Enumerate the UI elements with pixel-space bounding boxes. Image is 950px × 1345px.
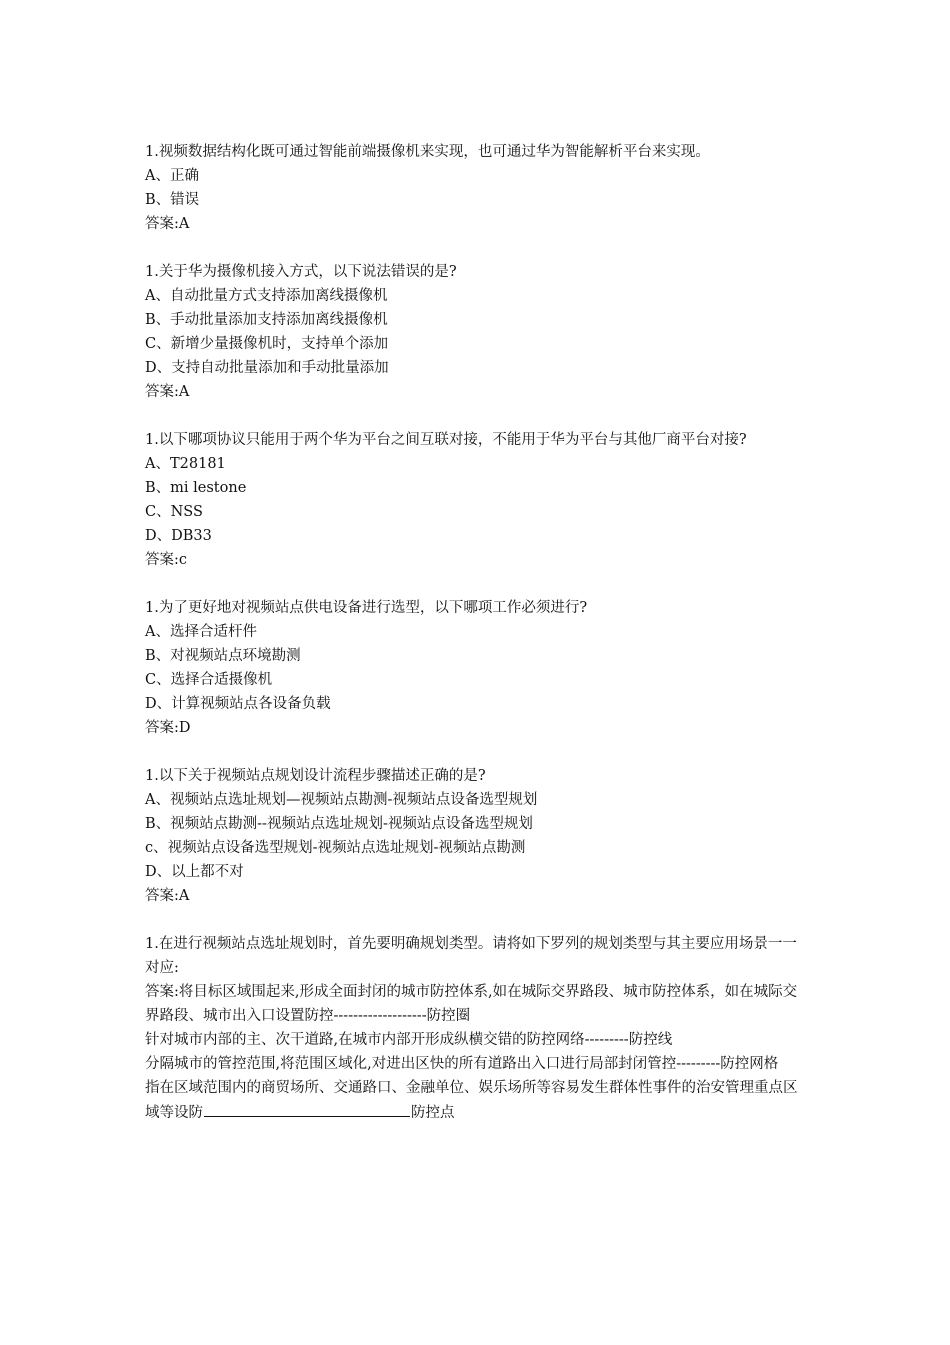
answer-line: 分隔城市的管控范围,将范围区域化,对进出区快的所有道路出入口进行局部封闭管控---------防控网格: [145, 1056, 779, 1072]
answer-line: 针对城市内部的主、次干道路,在城市内部开形成纵横交错的防控网络---------防控线: [145, 1032, 673, 1048]
option-c: c、视频站点设备选型规划-视频站点选址规划-视频站点勘测: [145, 840, 526, 856]
answer-line: 答案:A: [145, 384, 190, 400]
option-b: B、对视频站点环境勘测: [145, 648, 301, 664]
option-a: A、自动批量方式支持添加离线摄像机: [145, 288, 388, 304]
answer-final-text: 指在区域范围内的商贸场所、交通路口、金融单位、娱乐场所等容易发生群体性事件的治安管理重点区域等设防: [145, 1080, 798, 1121]
option-d: D、以上都不对: [145, 864, 244, 880]
question-stem: 1.关于华为摄像机接入方式，以下说法错误的是?: [145, 264, 457, 280]
option-a: A、正确: [145, 168, 199, 184]
question-2: [145, 260, 810, 404]
question-4: [145, 596, 810, 740]
answer-line: 答案:A: [145, 888, 190, 904]
question-stem: 1.在进行视频站点选址规划时，首先要明确规划类型。请将如下罗列的规划类型与其主要应用场景一一对应:: [145, 936, 797, 976]
question-1: [145, 140, 810, 236]
question-stem: 1.以下哪项协议只能用于两个华为平台之间互联对接，不能用于华为平台与其他厂商平台对接?: [145, 432, 747, 448]
option-a: A、视频站点选址规划—视频站点勘测-视频站点设备选型规划: [145, 792, 538, 808]
question-5: [145, 764, 810, 908]
question-stem: 1.为了更好地对视频站点供电设备进行选型，以下哪项工作必须进行?: [145, 600, 588, 616]
option-b: B、手动批量添加支持添加离线摄像机: [145, 312, 388, 328]
option-a: A、选择合适杆件: [145, 624, 257, 640]
option-d: D、支持自动批量添加和手动批量添加: [145, 360, 389, 376]
fill-blank-underline: [204, 1100, 410, 1117]
option-b: B、错误: [145, 192, 200, 208]
question-stem: 1.视频数据结构化既可通过智能前端摄像机来实现，也可通过华为智能解析平台来实现。: [145, 144, 710, 160]
question-stem: 1.以下关于视频站点规划设计流程步骤描述正确的是?: [145, 768, 486, 784]
option-c: C、NSS: [145, 504, 203, 520]
option-d: D、计算视频站点各设备负载: [145, 696, 331, 712]
answer-line: 答案:c: [145, 552, 188, 568]
question-6: [145, 932, 810, 1125]
question-3: [145, 428, 810, 572]
answer-final-suffix: 防控点: [411, 1105, 455, 1121]
option-a: A、T28181: [145, 456, 226, 472]
option-c: C、选择合适摄像机: [145, 672, 273, 688]
answer-line: 答案:A: [145, 216, 190, 232]
document-page: [145, 140, 810, 1149]
answer-final-line: [145, 1076, 810, 1125]
option-c: C、新增少量摄像机时，支持单个添加: [145, 336, 389, 352]
option-b: B、mi lestone: [145, 480, 247, 496]
option-b: B、视频站点勘测--视频站点选址规划-视频站点设备选型规划: [145, 816, 533, 832]
answer-line: 答案:将目标区域围起来,形成全面封闭的城市防控体系,如在城际交界路段、城市防控体系，如在城际交界路段、城市出入口设置防控-------------------防控圈: [145, 984, 798, 1024]
option-d: D、DB33: [145, 528, 212, 544]
answer-line: 答案:D: [145, 720, 191, 736]
